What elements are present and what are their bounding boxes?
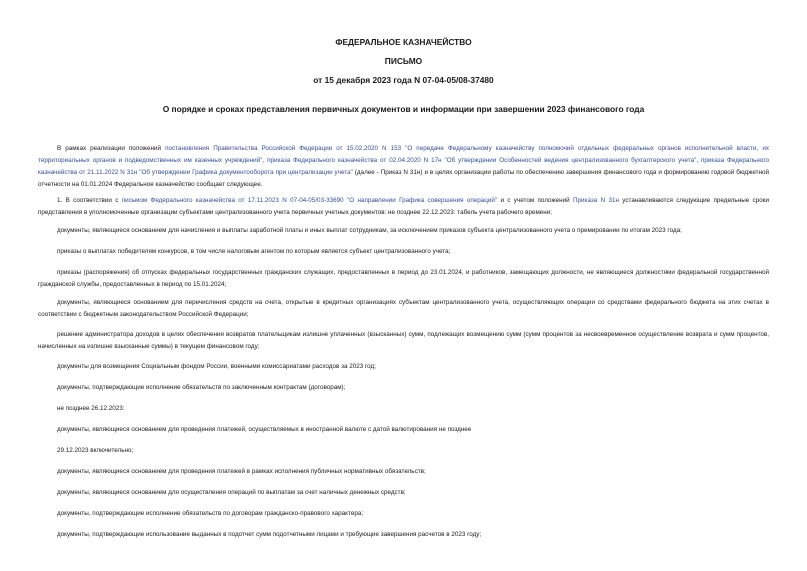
list-item: приказы (распоряжения) об отпусках федеральных государственных гражданских служащих, предоставленных в период до 23.01.2024, и работников, замещающих должности, не являющиеся должностями федеральной государственной гражданской службы, предоставленных в период по 15.01.2024; [38,269,769,288]
item-1-text-start: 1. В соответствии с [57,197,122,204]
item-1-text-end: устанавливаются следующие предельные сроки представления в уполномоченные организации субъектами централизованного учета первичных учетных документов: не позднее 22.12.2023: табель учета рабочего времени; [38,197,769,216]
intro-link-regulations[interactable]: постановления Правительства Российской Федерации от 15.02.2020 N 153 "О передаче Федеральному казначейству полномочий отдельных федеральных органов исполнительной власти, их территориальных органов и подведомственных им казенных учреждений", приказа Федерального казначейства от 02.04.2020 N 17н "Об утверждении Особенностей ведения централизованного бухгалтерского учета", приказа Федерального казначейства от 21.11.2022 N 31н "Об утверждении Графика документооборота при централизации учета" [38,145,769,176]
list-item: документы, являющиеся основанием для осуществления операций по выплатам за счет наличных денежных средств; [57,489,406,496]
item-1-link-letter[interactable]: письмом Федерального казначейства от 17.11.2023 N 07-04-05/03-33690 "О направлении Графика совершения операций" [121,197,498,204]
item-1-link-order[interactable]: Приказа N 31н [573,197,619,204]
document-title: О порядке и сроках представления первичных документов и информации при завершении 2023 финансового года [162,104,645,114]
intro-paragraph [38,143,769,191]
document-date-number: от 15 декабря 2023 года N 07-04-05/08-37480 [313,75,494,85]
list-item: документы, подтверждающие использование выданных в подотчет сумм подотчетными лицами и требующие завершения расчетов в 2023 году; [57,531,482,538]
list-item: документы, являющиеся основанием для начисления и выплаты заработной платы и иных выплат сотрудникам, за исключением приказов субъекта централизованного учета о премировании по итогам 2023 года; [57,227,682,234]
item-1-text-middle: и с учетом положений [497,197,573,204]
list-item: документы, подтверждающие исполнение обязательств по заключенным контрактам (договорам); [57,384,346,391]
list-item: документы, подтверждающие исполнение обязательств по договорам гражданско-правового характера; [57,510,364,517]
item-1-paragraph [38,195,769,219]
list-item: документы, являющиеся основанием для перечисления средств на счета, открытые в кредитных организациях субъектам централизованного учета, осуществляющих операции со средствами федерального бюджета на этих счетах в соответствии с бюджетным законодательством Российской Федерации; [38,299,769,318]
list-item: документы для возмещения Социальным фондом России, военными комиссариатами расходов за 2023 год; [57,363,376,370]
list-item: 29.12.2023 включительно; [57,447,134,454]
list-item: документы, являющиеся основанием для проведения платежей в рамках исполнения публичных нормативных обязательств; [57,468,426,475]
intro-text-start: В рамках реализации положений [57,145,166,152]
intro-text-end: (далее - Приказ N 31н) и в целях организации работы по обеспечению завершения финансового года и формированию годовой бюджетной отчетности на 01.01.2024 Федеральное казначейство сообщает следующее. [38,169,769,188]
list-item: приказы о выплатах победителям конкурсов, в том числе налоговым агентом по которым является субъект централизованного учета; [57,248,451,255]
document-type: ПИСЬМО [384,56,423,66]
list-item: решение администратора доходов в целях обеспечения возвратов плательщикам излишне уплаченных (взысканных) сумм, подлежащих возмещению сумм (сумм процентов за несвоевременное осуществление возврата и сумм процентов, начисленных на излишне взысканные суммы) в текущем финансовом году; [38,331,769,350]
list-item: не позднее 26.12.2023: [57,405,125,412]
list-item: документы, являющиеся основанием для проведения платежей, осуществляемых в иностранной валюте с датой валютирования не позднее [57,426,472,433]
agency-name: ФЕДЕРАЛЬНОЕ КАЗНАЧЕЙСТВО [335,37,472,47]
